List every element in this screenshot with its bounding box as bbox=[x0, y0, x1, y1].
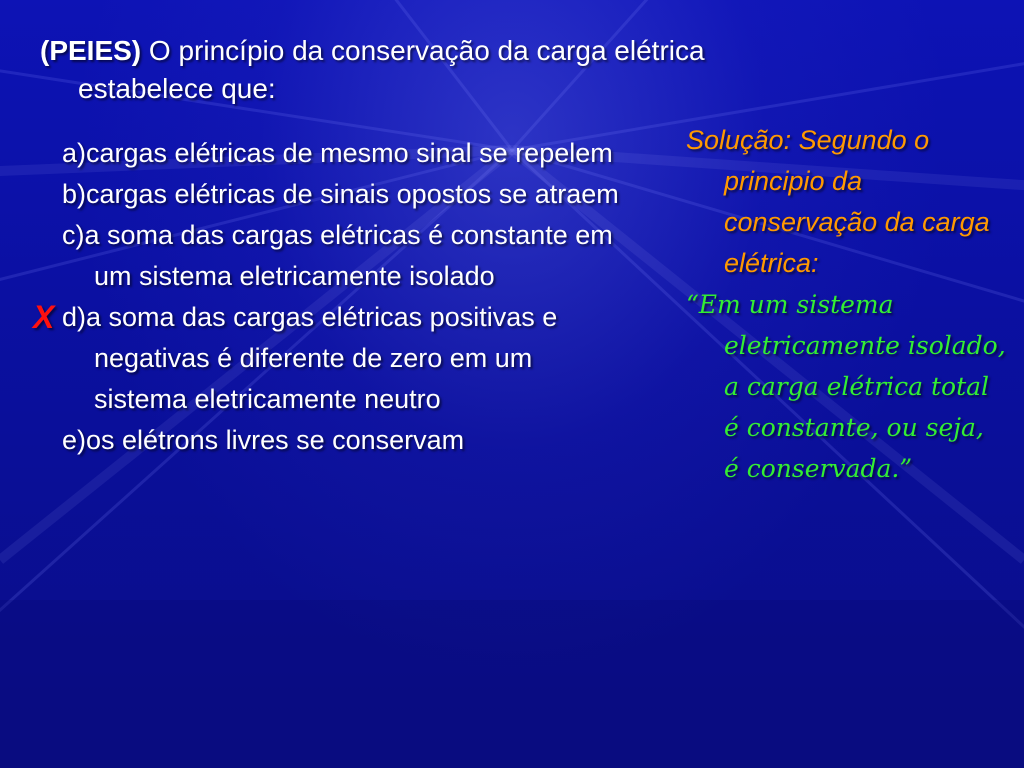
question-text-line1: O princípio da conservação da carga elétrica bbox=[141, 35, 705, 66]
option-e bbox=[62, 420, 632, 461]
option-b bbox=[62, 174, 632, 215]
option-label: c) bbox=[62, 220, 85, 250]
question-text-line2: estabelece que: bbox=[78, 73, 276, 104]
question-source: (PEIES) bbox=[40, 35, 142, 66]
option-text: a soma das cargas elétricas positivas e negativas é diferente de zero em um sistema eletricamente neutro bbox=[86, 302, 558, 414]
option-c bbox=[62, 215, 632, 297]
option-d bbox=[62, 297, 632, 420]
option-label: e) bbox=[62, 425, 87, 455]
solution-panel bbox=[686, 120, 1006, 489]
option-label: b) bbox=[62, 179, 87, 209]
option-label: a) bbox=[62, 138, 87, 168]
solution-heading: Solução: Segundo o principio da conservação da carga elétrica: bbox=[686, 125, 990, 278]
option-label: d) bbox=[62, 302, 87, 332]
slide-title bbox=[40, 32, 940, 108]
option-text: cargas elétricas de mesmo sinal se repelem bbox=[86, 138, 613, 168]
solution-quote: “Em um sistema eletricamente isolado, a carga elétrica total é constante, ou seja, é conservada.” bbox=[686, 290, 1006, 483]
correct-answer-mark: X bbox=[33, 299, 55, 335]
option-a bbox=[62, 133, 632, 174]
option-text: os elétrons livres se conservam bbox=[86, 425, 465, 455]
option-text: a soma das cargas elétricas é constante em um sistema eletricamente isolado bbox=[84, 220, 613, 291]
option-text: cargas elétricas de sinais opostos se atraem bbox=[86, 179, 619, 209]
answer-options bbox=[62, 133, 632, 461]
